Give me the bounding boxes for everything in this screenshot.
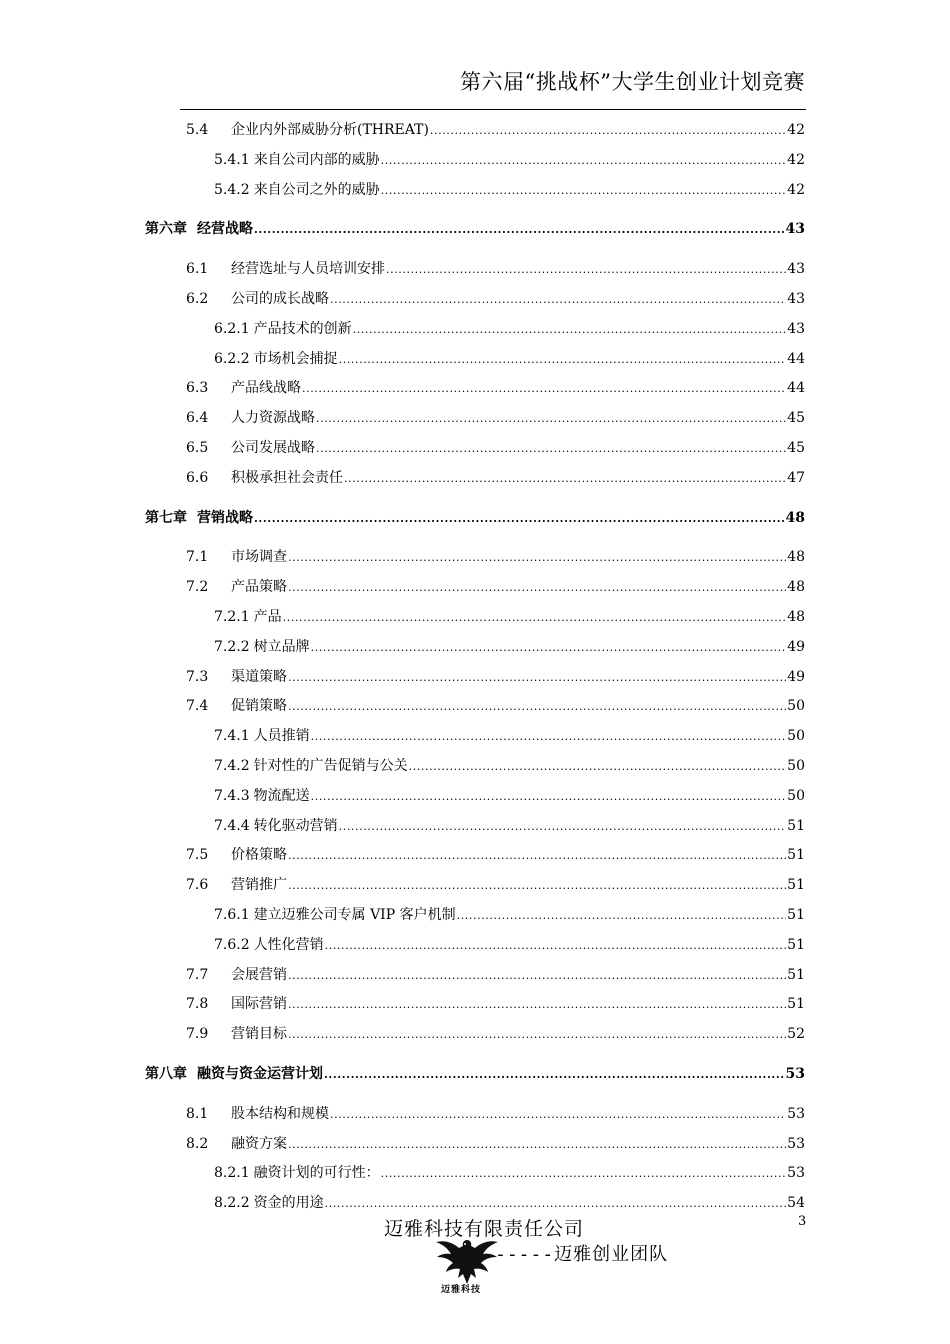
toc-entry-number: 6.2.2 [214, 350, 250, 367]
toc-entry-number: 7.2 [186, 579, 209, 596]
toc-entry[interactable] [214, 606, 805, 628]
footer-company-name: 迈雅科技有限责任公司 [384, 1218, 585, 1240]
toc-entry-title: 公司发展战略 [231, 440, 315, 456]
toc-entry-number: 6.2 [186, 291, 209, 307]
toc-dot-leader [381, 150, 787, 164]
toc-dot-leader [288, 875, 786, 889]
toc-entry-number: 8.2.2 [214, 1195, 250, 1212]
toc-entry-page: 51 [787, 996, 805, 1013]
toc-entry-page: 44 [787, 350, 805, 367]
toc-entry[interactable] [186, 407, 805, 429]
toc-entry-page: 48 [785, 509, 805, 526]
toc-entry-number: 7.6.1 [214, 907, 250, 923]
toc-entry-title: 产品技术的创新 [253, 320, 352, 337]
toc-dot-leader [381, 180, 787, 194]
toc-entry-title: 转化驱动营销 [253, 817, 338, 834]
toc-entry[interactable] [214, 785, 805, 807]
toc-entry-page: 42 [787, 181, 805, 198]
toc-entry-number: 7.4.4 [214, 817, 250, 834]
toc-entry-number: 7.4.3 [214, 787, 250, 804]
toc-entry-number: 8.2 [186, 1135, 209, 1152]
toc-dot-leader [325, 935, 787, 949]
toc-dot-leader [288, 1024, 786, 1038]
toc-dot-leader [381, 1163, 787, 1177]
toc-entry-number: 8.1 [186, 1105, 209, 1122]
toc-entry-page: 48 [787, 609, 805, 625]
toc-entry-title: 来自公司内部的威胁 [253, 151, 380, 168]
toc-entry-number: 第六章 [145, 221, 187, 238]
toc-entry-title: 融资方案 [231, 1135, 287, 1152]
toc-entry[interactable] [214, 1192, 805, 1214]
toc-entry-title: 企业内外部威胁分析(THREAT) [231, 122, 429, 138]
toc-dot-leader [430, 120, 786, 134]
toc-entry[interactable] [214, 149, 805, 171]
toc-dot-leader [288, 547, 786, 561]
toc-entry-title: 人员推销 [253, 728, 310, 745]
toc-dot-leader [302, 378, 786, 392]
toc-entry-number: 7.1 [186, 549, 209, 566]
toc-entry-title: 价格策略 [231, 847, 287, 864]
toc-entry-number: 6.2.1 [214, 320, 250, 337]
toc-entry-title: 营销战略 [197, 509, 253, 526]
toc-dot-leader [324, 1064, 785, 1078]
toc-entry-title: 人力资源战略 [231, 410, 315, 427]
toc-entry-title: 积极承担社会责任 [231, 469, 343, 486]
toc-entry-page: 50 [787, 698, 805, 715]
toc-entry-page: 51 [787, 936, 805, 953]
toc-entry-title: 营销推广 [231, 877, 287, 894]
header-rule [180, 109, 806, 110]
toc-entry-page: 49 [787, 668, 805, 685]
toc-entry-title: 树立品牌 [253, 638, 310, 655]
toc-entry-page: 53 [785, 1066, 805, 1082]
toc-dot-leader [353, 319, 787, 333]
toc-entry-title: 市场调查 [231, 549, 287, 566]
toc-entry-number: 7.4.1 [214, 728, 250, 745]
toc-entry[interactable] [186, 467, 805, 489]
toc-entry-title: 渠道策略 [231, 668, 287, 685]
toc-entry-page: 43 [787, 291, 805, 307]
toc-entry-title: 资金的用途 [253, 1195, 324, 1212]
toc-entry-number: 6.3 [186, 380, 209, 397]
toc-dot-leader [316, 438, 786, 452]
toc-dot-leader [339, 816, 787, 830]
toc-entry-number: 5.4.2 [214, 181, 250, 198]
toc-entry-page: 52 [787, 1026, 805, 1043]
toc-dot-leader [288, 1134, 786, 1148]
toc-entry[interactable] [186, 874, 805, 896]
toc-entry[interactable] [186, 993, 805, 1015]
toc-entry-page: 47 [787, 469, 805, 486]
toc-entry-page: 53 [787, 1165, 805, 1182]
toc-entry-number: 7.2.2 [214, 638, 250, 655]
toc-entry-title: 融资与资金运营计划 [197, 1066, 323, 1082]
toc-entry-number: 7.4 [186, 698, 209, 715]
toc-entry[interactable] [214, 725, 805, 747]
toc-entry[interactable] [214, 1162, 805, 1184]
toc-entry-page: 43 [785, 221, 805, 238]
toc-entry-page: 50 [787, 758, 805, 774]
toc-entry-page: 53 [787, 1105, 805, 1122]
toc-entry-number: 6.6 [186, 469, 209, 486]
toc-entry[interactable] [214, 636, 805, 658]
toc-entry[interactable] [186, 666, 805, 688]
toc-entry-number: 7.9 [186, 1026, 209, 1043]
toc-dot-leader [311, 637, 787, 651]
toc-entry[interactable] [186, 258, 805, 280]
toc-dot-leader [316, 408, 786, 422]
footer-team-name: -----迈雅创业团队 [495, 1244, 669, 1265]
toc-entry[interactable] [145, 218, 805, 240]
toc-entry-page: 53 [787, 1135, 805, 1152]
toc-entry-title: 公司的成长战略 [231, 291, 329, 307]
toc-entry-title: 物流配送 [253, 787, 310, 804]
toc-dot-leader [288, 667, 786, 681]
toc-dot-leader [339, 349, 787, 363]
toc-entry-page: 50 [787, 728, 805, 745]
toc-entry-page: 54 [787, 1195, 805, 1212]
toc-entry[interactable] [186, 844, 805, 866]
toc-dot-leader [330, 289, 786, 303]
toc-dot-leader [283, 607, 787, 621]
toc-entry[interactable] [214, 179, 805, 201]
toc-entry-title: 会展营销 [231, 966, 287, 983]
toc-entry[interactable] [214, 755, 805, 777]
toc-entry[interactable] [186, 119, 805, 141]
toc-entry-title: 来自公司之外的威胁 [253, 181, 380, 198]
toc-entry-number: 7.4.2 [214, 758, 250, 774]
toc-dot-leader [311, 786, 787, 800]
toc-entry-title: 产品 [253, 609, 282, 625]
toc-entry-title: 建立迈雅公司专属 VIP 客户机制 [253, 907, 456, 923]
toc-entry[interactable] [186, 1133, 805, 1155]
toc-dot-leader [254, 219, 785, 233]
toc-dot-leader [311, 726, 787, 740]
toc-entry-title: 股本结构和规模 [231, 1105, 329, 1122]
toc-entry[interactable] [145, 507, 805, 529]
toc-entry-page: 51 [787, 817, 805, 834]
toc-entry-page: 44 [787, 380, 805, 397]
header-title: 第六届“挑战杯”大学生创业计划竞赛 [460, 70, 805, 94]
toc-entry-number: 6.4 [186, 410, 209, 427]
toc-entry[interactable] [186, 1103, 805, 1125]
toc-entry[interactable] [186, 695, 805, 717]
toc-entry-page: 51 [787, 877, 805, 894]
toc-entry-title: 人性化营销 [253, 936, 324, 953]
toc-entry-number: 6.1 [186, 261, 209, 278]
toc-entry-page: 51 [787, 907, 805, 923]
toc-dot-leader [288, 577, 786, 591]
toc-entry-number: 第七章 [145, 509, 187, 526]
toc-entry[interactable] [186, 437, 805, 459]
toc-entry[interactable] [214, 934, 805, 956]
toc-dot-leader [386, 259, 786, 273]
toc-entry-title: 产品线战略 [231, 380, 301, 397]
toc-entry-page: 45 [787, 410, 805, 427]
logo-text: 迈雅科技 [441, 1285, 482, 1295]
toc-entry-title: 针对性的广告促销与公关 [253, 758, 408, 774]
toc-entry-page: 43 [787, 320, 805, 337]
toc-entry[interactable] [214, 348, 805, 370]
toc-entry-number: 7.6 [186, 877, 209, 894]
toc-entry[interactable] [186, 288, 805, 310]
toc-dot-leader [288, 994, 786, 1008]
toc-entry-number: 5.4 [186, 122, 209, 138]
toc-dot-leader [344, 468, 786, 482]
toc-entry[interactable] [186, 546, 805, 568]
toc-entry[interactable] [186, 576, 805, 598]
toc-entry-page: 43 [787, 261, 805, 278]
toc-dot-leader [288, 965, 786, 979]
toc-entry-number: 7.8 [186, 996, 209, 1013]
toc-entry-page: 51 [787, 847, 805, 864]
toc-entry-number: 7.3 [186, 668, 209, 685]
toc-entry[interactable] [214, 904, 805, 926]
toc-entry-title: 国际营销 [231, 996, 287, 1013]
toc-entry-number: 7.6.2 [214, 936, 250, 953]
toc-entry-title: 经营战略 [197, 221, 253, 238]
toc-entry-title: 促销策略 [231, 698, 287, 715]
toc-entry-number: 7.7 [186, 966, 209, 983]
toc-entry[interactable] [214, 815, 805, 837]
toc-entry[interactable] [186, 1023, 805, 1045]
toc-entry-number: 7.5 [186, 847, 209, 864]
page-number: 3 [798, 1214, 807, 1229]
toc-entry-title: 产品策略 [231, 579, 287, 596]
toc-dot-leader [288, 696, 786, 710]
toc-entry-title: 市场机会捕捉 [253, 350, 338, 367]
toc-dot-leader [457, 905, 787, 919]
toc-entry-page: 48 [787, 549, 805, 566]
toc-entry[interactable] [186, 377, 805, 399]
toc-entry-title: 融资计划的可行性： [253, 1165, 380, 1182]
toc-dot-leader [288, 845, 786, 859]
toc-entry-number: 6.5 [186, 440, 209, 456]
toc-entry[interactable] [145, 1063, 805, 1085]
toc-entry-number: 8.2.1 [214, 1165, 250, 1182]
toc-dot-leader [325, 1193, 787, 1207]
toc-entry-page: 42 [787, 151, 805, 168]
toc-entry[interactable] [214, 318, 805, 340]
toc-entry-number: 7.2.1 [214, 609, 250, 625]
toc-entry-page: 51 [787, 966, 805, 983]
toc-entry-page: 45 [787, 440, 805, 456]
toc-dot-leader [330, 1104, 786, 1118]
toc-entry-title: 营销目标 [231, 1026, 287, 1043]
toc-entry-page: 42 [787, 122, 805, 138]
toc-entry-page: 49 [787, 638, 805, 655]
toc-entry-number: 5.4.1 [214, 151, 250, 168]
toc-entry-page: 48 [787, 579, 805, 596]
toc-entry-number: 第八章 [145, 1066, 187, 1082]
toc-dot-leader [254, 508, 785, 522]
toc-entry[interactable] [186, 964, 805, 986]
toc-entry-title: 经营选址与人员培训安排 [231, 261, 385, 278]
toc-entry-page: 50 [787, 787, 805, 804]
toc-dot-leader [409, 756, 787, 770]
